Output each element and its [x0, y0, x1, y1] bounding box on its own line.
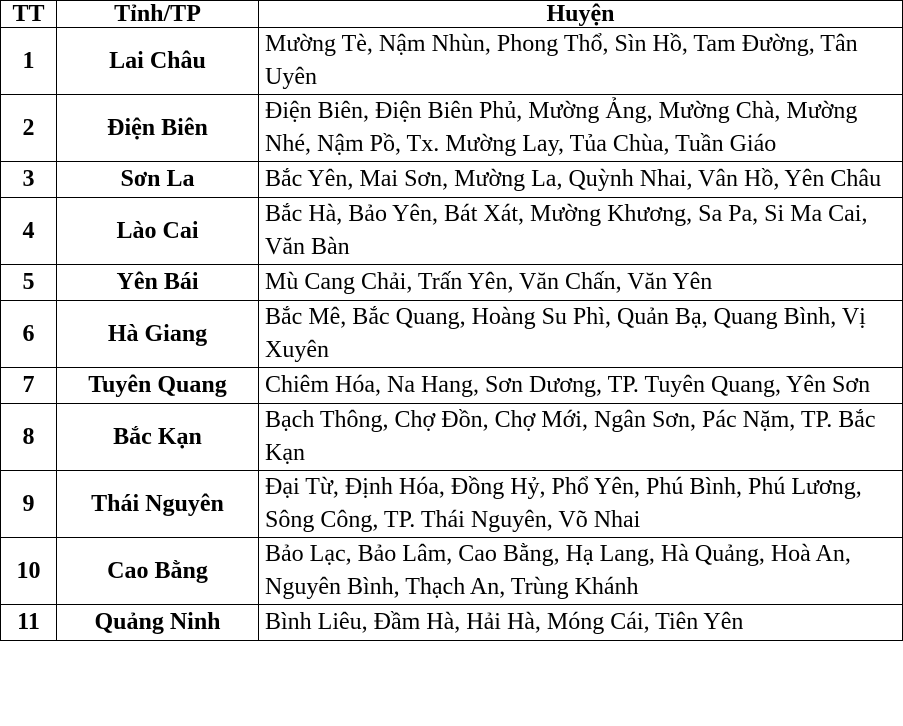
table-row [1, 162, 903, 198]
header-tt: TT [1, 1, 57, 28]
province-name: Lai Châu [57, 28, 259, 95]
table-row [1, 95, 903, 162]
district-list: Bắc Mê, Bắc Quang, Hoàng Su Phì, Quản Bạ, Quang Bình, Vị Xuyên [259, 301, 903, 368]
district-list: Bảo Lạc, Bảo Lâm, Cao Bằng, Hạ Lang, Hà Quảng, Hoà An, Nguyên Bình, Thạch An, Trùng Khánh [259, 538, 903, 605]
district-list: Bắc Yên, Mai Sơn, Mường La, Quỳnh Nhai, Vân Hồ, Yên Châu [259, 162, 903, 198]
table-row [1, 301, 903, 368]
header-row [1, 1, 903, 28]
row-number: 9 [1, 471, 57, 538]
province-name: Thái Nguyên [57, 471, 259, 538]
row-number: 3 [1, 162, 57, 198]
district-list: Mù Cang Chải, Trấn Yên, Văn Chấn, Văn Yên [259, 265, 903, 301]
district-list: Đại Từ, Định Hóa, Đồng Hỷ, Phổ Yên, Phú Bình, Phú Lương, Sông Công, TP. Thái Nguyên, Võ Nhai [259, 471, 903, 538]
table-row [1, 404, 903, 471]
row-number: 1 [1, 28, 57, 95]
district-list: Bạch Thông, Chợ Đồn, Chợ Mới, Ngân Sơn, Pác Nặm, TP. Bắc Kạn [259, 404, 903, 471]
table-row [1, 605, 903, 641]
header-province: Tỉnh/TP [57, 1, 259, 28]
province-name: Yên Bái [57, 265, 259, 301]
table-row [1, 265, 903, 301]
province-name: Quảng Ninh [57, 605, 259, 641]
table-row [1, 471, 903, 538]
row-number: 4 [1, 198, 57, 265]
row-number: 10 [1, 538, 57, 605]
province-name: Cao Bằng [57, 538, 259, 605]
table-row [1, 368, 903, 404]
row-number: 11 [1, 605, 57, 641]
district-list: Bình Liêu, Đầm Hà, Hải Hà, Móng Cái, Tiên Yên [259, 605, 903, 641]
district-list: Chiêm Hóa, Na Hang, Sơn Dương, TP. Tuyên Quang, Yên Sơn [259, 368, 903, 404]
table-row [1, 198, 903, 265]
row-number: 6 [1, 301, 57, 368]
province-name: Tuyên Quang [57, 368, 259, 404]
province-name: Sơn La [57, 162, 259, 198]
province-name: Điện Biên [57, 95, 259, 162]
header-districts: Huyện [259, 1, 903, 28]
table-row [1, 28, 903, 95]
province-name: Hà Giang [57, 301, 259, 368]
row-number: 7 [1, 368, 57, 404]
row-number: 5 [1, 265, 57, 301]
district-list: Bắc Hà, Bảo Yên, Bát Xát, Mường Khương, Sa Pa, Si Ma Cai, Văn Bàn [259, 198, 903, 265]
province-name: Bắc Kạn [57, 404, 259, 471]
district-list: Điện Biên, Điện Biên Phủ, Mường Ảng, Mường Chà, Mường Nhé, Nậm Pồ, Tx. Mường Lay, Tủa Chùa, Tuần Giáo [259, 95, 903, 162]
table-row [1, 538, 903, 605]
row-number: 8 [1, 404, 57, 471]
district-list: Mường Tè, Nậm Nhùn, Phong Thổ, Sìn Hồ, Tam Đường, Tân Uyên [259, 28, 903, 95]
province-name: Lào Cai [57, 198, 259, 265]
row-number: 2 [1, 95, 57, 162]
